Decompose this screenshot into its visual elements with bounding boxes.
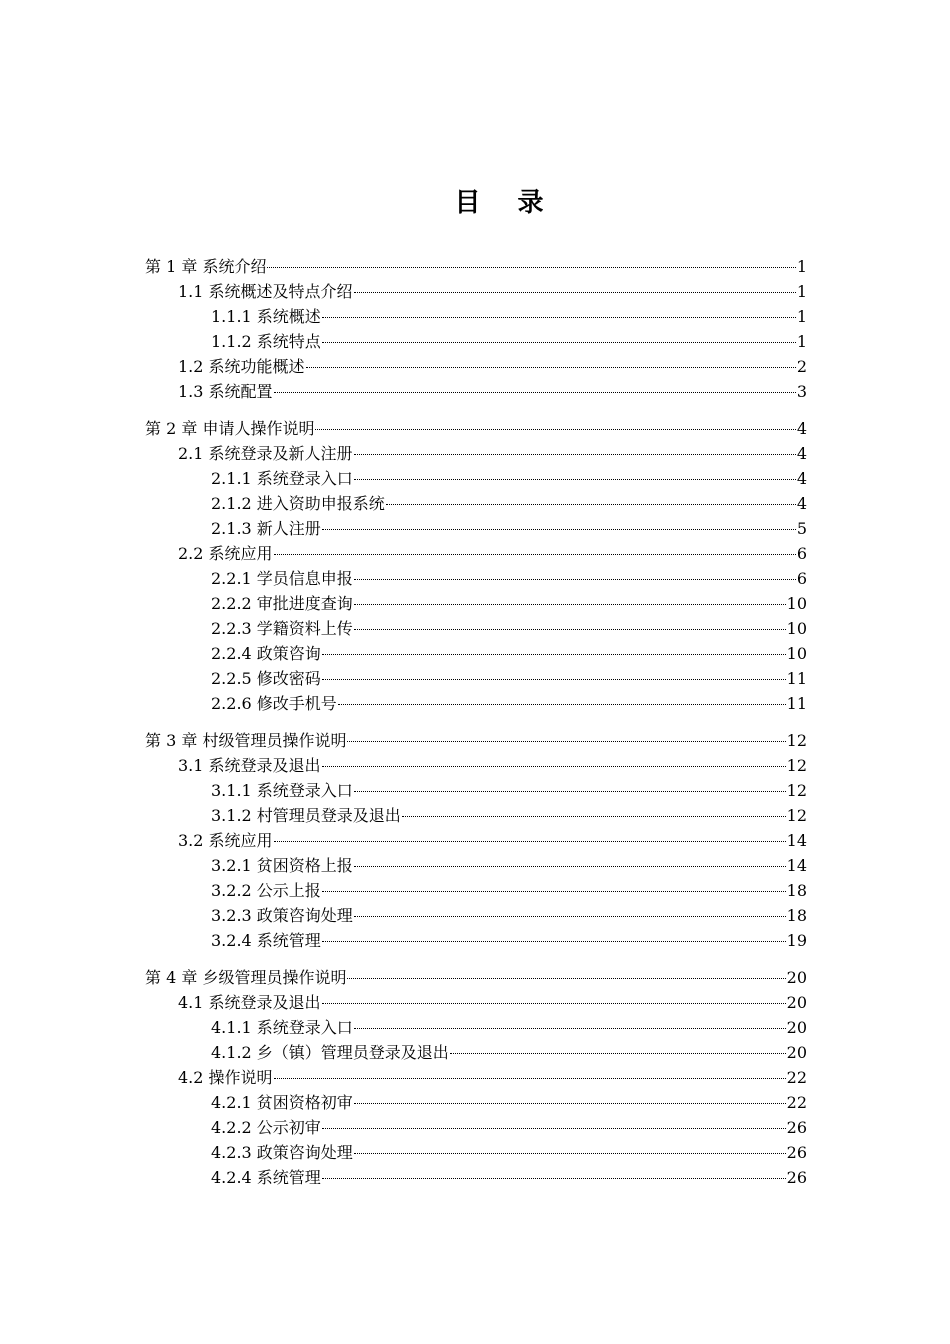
dot-leader [386, 504, 796, 505]
dot-leader [354, 1153, 786, 1154]
dot-leader [322, 342, 796, 343]
toc-entry[interactable] [145, 853, 807, 878]
toc-entry-label: 1.1.2 系统特点 [211, 332, 321, 351]
toc-page-number: 1 [796, 332, 807, 351]
toc-entry[interactable] [145, 828, 807, 853]
dot-leader [354, 604, 786, 605]
toc-entry-label: 3.2.1 贫困资格上报 [211, 856, 353, 875]
dot-leader [354, 454, 796, 455]
toc-entry-label: 1.1.1 系统概述 [211, 307, 321, 326]
toc-entry-label: 3.2 系统应用 [178, 831, 273, 850]
dot-leader [274, 392, 796, 393]
dot-leader [354, 1028, 786, 1029]
toc-page-number: 2 [796, 357, 807, 376]
toc-entry[interactable] [145, 903, 807, 928]
toc-entry-label: 4.1.2 乡（镇）管理员登录及退出 [211, 1043, 449, 1062]
toc-entry[interactable] [145, 753, 807, 778]
table-of-contents [145, 254, 807, 1202]
toc-entry[interactable] [145, 441, 807, 466]
dot-leader [354, 916, 786, 917]
toc-page-number: 11 [786, 694, 807, 713]
toc-page-number: 12 [786, 731, 807, 750]
toc-page-number: 10 [786, 619, 807, 638]
toc-entry[interactable] [145, 1015, 807, 1040]
toc-entry[interactable] [145, 728, 807, 753]
toc-entry-label: 4.2.4 系统管理 [211, 1168, 321, 1187]
dot-leader [354, 579, 796, 580]
dot-leader [347, 978, 785, 979]
toc-entry[interactable] [145, 466, 807, 491]
toc-entry-label: 2.2.1 学员信息申报 [211, 569, 353, 588]
toc-entry-label: 2.1 系统登录及新人注册 [178, 444, 353, 463]
toc-chapter-group [145, 728, 807, 953]
dot-leader [315, 429, 795, 430]
dot-leader [354, 292, 796, 293]
toc-entry[interactable] [145, 965, 807, 990]
toc-entry-label: 2.2.3 学籍资料上传 [211, 619, 353, 638]
dot-leader [322, 1128, 786, 1129]
dot-leader [322, 766, 786, 767]
dot-leader [274, 1078, 786, 1079]
toc-chapter-group [145, 416, 807, 716]
toc-entry-label: 第 3 章 村级管理员操作说明 [145, 731, 347, 750]
toc-page-number: 18 [786, 906, 807, 925]
toc-page-number: 20 [786, 993, 807, 1012]
toc-page-number: 12 [786, 756, 807, 775]
toc-entry[interactable] [145, 878, 807, 903]
toc-entry-label: 1.2 系统功能概述 [178, 357, 305, 376]
toc-page-number: 1 [796, 257, 807, 276]
toc-page-number: 5 [796, 519, 807, 538]
toc-entry-label: 2.1.3 新人注册 [211, 519, 321, 538]
toc-entry-label: 3.2.4 系统管理 [211, 931, 321, 950]
dot-leader [354, 866, 786, 867]
toc-page-number: 4 [796, 494, 807, 513]
dot-leader [306, 367, 796, 368]
toc-entry[interactable] [145, 591, 807, 616]
dot-leader [274, 841, 786, 842]
toc-page-number: 22 [786, 1068, 807, 1087]
dot-leader [354, 479, 796, 480]
toc-entry[interactable] [145, 491, 807, 516]
toc-entry[interactable] [145, 1040, 807, 1065]
toc-entry-label: 3.1.2 村管理员登录及退出 [211, 806, 401, 825]
dot-leader [322, 679, 786, 680]
toc-entry[interactable] [145, 641, 807, 666]
toc-entry-label: 1.3 系统配置 [178, 382, 273, 401]
toc-page-number: 1 [796, 282, 807, 301]
toc-entry-label: 1.1 系统概述及特点介绍 [178, 282, 353, 301]
toc-page-number: 3 [796, 382, 807, 401]
dot-leader [347, 741, 785, 742]
toc-entry-label: 4.1 系统登录及退出 [178, 993, 321, 1012]
toc-entry-label: 4.2.2 公示初审 [211, 1118, 321, 1137]
dot-leader [354, 1103, 786, 1104]
toc-page-number: 14 [786, 856, 807, 875]
toc-page-number: 12 [786, 806, 807, 825]
toc-entry-label: 4.2.3 政策咨询处理 [211, 1143, 353, 1162]
toc-entry[interactable] [145, 516, 807, 541]
toc-entry-label: 3.2.2 公示上报 [211, 881, 321, 900]
toc-page-number: 26 [786, 1168, 807, 1187]
toc-page-number: 20 [786, 968, 807, 987]
toc-entry[interactable] [145, 304, 807, 329]
dot-leader [322, 1003, 786, 1004]
toc-page-number: 20 [786, 1018, 807, 1037]
toc-entry[interactable] [145, 566, 807, 591]
toc-page-number: 10 [786, 644, 807, 663]
toc-entry[interactable] [145, 1090, 807, 1115]
toc-chapter-group [145, 965, 807, 1190]
toc-page-number: 26 [786, 1143, 807, 1162]
toc-entry-label: 2.2.2 审批进度查询 [211, 594, 353, 613]
toc-page-number: 6 [796, 569, 807, 588]
toc-page-number: 4 [796, 419, 807, 438]
toc-page-number: 12 [786, 781, 807, 800]
toc-entry[interactable] [145, 416, 807, 441]
dot-leader [322, 891, 786, 892]
toc-entry-label: 2.2.4 政策咨询 [211, 644, 321, 663]
toc-entry[interactable] [145, 1165, 807, 1190]
toc-entry-label: 第 4 章 乡级管理员操作说明 [145, 968, 347, 987]
toc-entry[interactable] [145, 279, 807, 304]
toc-entry[interactable] [145, 990, 807, 1015]
toc-page-number: 4 [796, 469, 807, 488]
toc-entry[interactable] [145, 691, 807, 716]
toc-entry[interactable] [145, 379, 807, 404]
toc-entry[interactable] [145, 928, 807, 953]
toc-entry-label: 3.1 系统登录及退出 [178, 756, 321, 775]
toc-entry-label: 4.2.1 贫困资格初审 [211, 1093, 353, 1112]
toc-entry-label: 3.2.3 政策咨询处理 [211, 906, 353, 925]
toc-chapter-group [145, 254, 807, 404]
toc-entry-label: 2.1.2 进入资助申报系统 [211, 494, 385, 513]
dot-leader [450, 1053, 786, 1054]
dot-leader [274, 554, 796, 555]
toc-entry-label: 2.2 系统应用 [178, 544, 273, 563]
toc-entry-label: 第 2 章 申请人操作说明 [145, 419, 315, 438]
toc-page-number: 19 [786, 931, 807, 950]
toc-entry[interactable] [145, 254, 807, 279]
toc-entry[interactable] [145, 616, 807, 641]
toc-entry-label: 2.2.6 修改手机号 [211, 694, 337, 713]
toc-page-number: 11 [786, 669, 807, 688]
toc-page-number: 26 [786, 1118, 807, 1137]
dot-leader [402, 816, 786, 817]
toc-title: 目 录 [454, 188, 558, 218]
toc-entry[interactable] [145, 541, 807, 566]
toc-entry[interactable] [145, 354, 807, 379]
toc-entry[interactable] [145, 329, 807, 354]
toc-entry[interactable] [145, 1065, 807, 1090]
toc-page-number: 6 [796, 544, 807, 563]
dot-leader [267, 267, 795, 268]
toc-page-number: 20 [786, 1043, 807, 1062]
dot-leader [322, 317, 796, 318]
toc-entry[interactable] [145, 666, 807, 691]
toc-page-number: 18 [786, 881, 807, 900]
toc-entry[interactable] [145, 778, 807, 803]
toc-entry-label: 4.2 操作说明 [178, 1068, 273, 1087]
toc-entry-label: 3.1.1 系统登录入口 [211, 781, 353, 800]
dot-leader [354, 629, 786, 630]
toc-entry[interactable] [145, 1115, 807, 1140]
toc-page-number: 14 [786, 831, 807, 850]
toc-page-number: 1 [796, 307, 807, 326]
dot-leader [354, 791, 786, 792]
toc-page-number: 22 [786, 1093, 807, 1112]
toc-page-number: 4 [796, 444, 807, 463]
dot-leader [322, 941, 786, 942]
toc-entry-label: 第 1 章 系统介绍 [145, 257, 267, 276]
dot-leader [322, 529, 796, 530]
dot-leader [322, 1178, 786, 1179]
toc-entry-label: 2.1.1 系统登录入口 [211, 469, 353, 488]
toc-entry-label: 2.2.5 修改密码 [211, 669, 321, 688]
dot-leader [322, 654, 786, 655]
dot-leader [338, 704, 786, 705]
toc-entry[interactable] [145, 803, 807, 828]
toc-entry[interactable] [145, 1140, 807, 1165]
toc-entry-label: 4.1.1 系统登录入口 [211, 1018, 353, 1037]
toc-page-number: 10 [786, 594, 807, 613]
